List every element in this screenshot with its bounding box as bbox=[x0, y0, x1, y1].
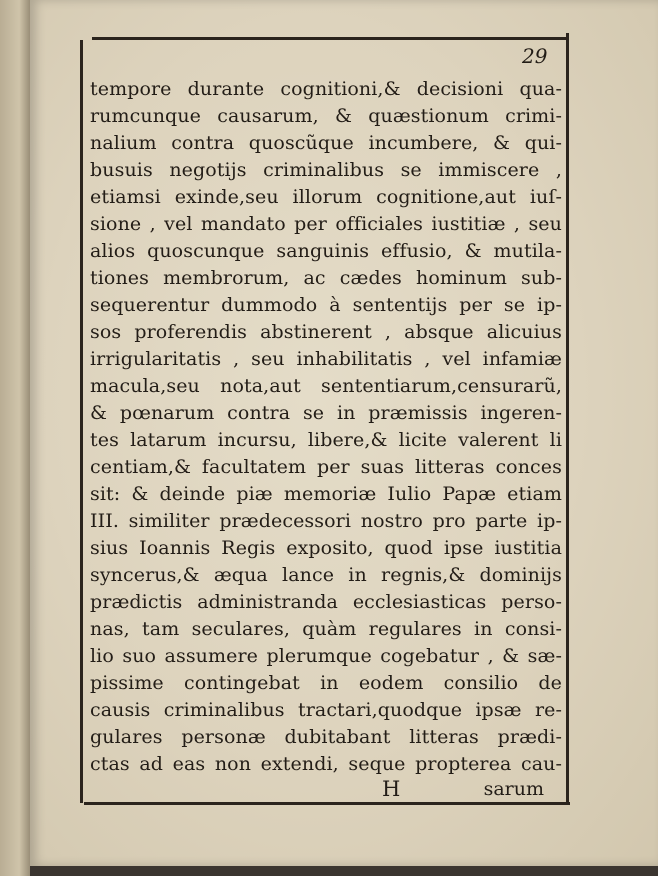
text-line: sione , vel mandato per officiales iustitiæ , seu bbox=[90, 213, 562, 235]
text-line: gulares personæ dubitabant litteras prædi- bbox=[90, 726, 562, 748]
text-line: causis criminalibus tractari,quodque ipsæ re- bbox=[90, 699, 562, 721]
frame-rule-right bbox=[566, 33, 569, 803]
text-line: tempore durante cognitioni,& decisioni qua- bbox=[90, 78, 562, 100]
text-line: pissime contingebat in eodem consilio de bbox=[90, 672, 562, 694]
text-line: sius Ioannis Regis exposito, quod ipse iustitia bbox=[90, 537, 562, 559]
signature-mark: H bbox=[382, 777, 401, 801]
text-line: sit: & deinde piæ memoriæ Iulio Papæ etiam bbox=[90, 483, 562, 505]
frame-rule-bottom bbox=[84, 802, 570, 805]
text-line: alios quoscunque sanguinis effusio, & mutila- bbox=[90, 240, 562, 262]
text-line: busuis negotijs criminalibus se immiscere , bbox=[90, 159, 562, 181]
frame-rule-top bbox=[92, 37, 566, 40]
text-line: rumcunque causarum, & quæstionum crimi- bbox=[90, 105, 562, 127]
text-line: ctas ad eas non extendi, seque propterea cau- bbox=[90, 753, 562, 775]
page-number: 29 bbox=[522, 44, 548, 68]
frame-rule-left bbox=[80, 40, 83, 803]
text-line: etiamsi exinde,seu illorum cognitione,aut iuſ- bbox=[90, 186, 562, 208]
text-line: lio suo assumere plerumque cogebatur , & sæ- bbox=[90, 645, 562, 667]
text-line: & pœnarum contra se in præmissis ingeren- bbox=[90, 402, 562, 424]
text-line: nas, tam seculares, quàm regulares in consi- bbox=[90, 618, 562, 640]
text-line: centiam,& facultatem per suas litteras conces bbox=[90, 456, 562, 478]
text-line: sequerentur dummodo à sententijs per se ip- bbox=[90, 294, 562, 316]
catchword: sarum bbox=[483, 778, 544, 800]
text-line: syncerus,& æqua lance in regnis,& dominijs bbox=[90, 564, 562, 586]
facing-page-edge bbox=[0, 0, 32, 876]
body-text bbox=[90, 76, 562, 778]
page-bottom-edge bbox=[30, 866, 658, 876]
text-line: prædictis administranda ecclesiasticas perso- bbox=[90, 591, 562, 613]
page-footer bbox=[90, 776, 562, 802]
text-line: sos proferendis abstinerent , absque alicuius bbox=[90, 321, 562, 343]
text-line: nalium contra quoscũque incumbere, & qui- bbox=[90, 132, 562, 154]
text-line: macula,seu nota,aut sententiarum,censurarũ, bbox=[90, 375, 562, 397]
text-line: irrigularitatis , seu inhabilitatis , vel infamiæ bbox=[90, 348, 562, 370]
text-line: tiones membrorum, ac cædes hominum sub- bbox=[90, 267, 562, 289]
text-line: III. similiter prædecessori nostro pro parte ip- bbox=[90, 510, 562, 532]
text-line: tes latarum incursu, libere,& licite valerent li bbox=[90, 429, 562, 451]
